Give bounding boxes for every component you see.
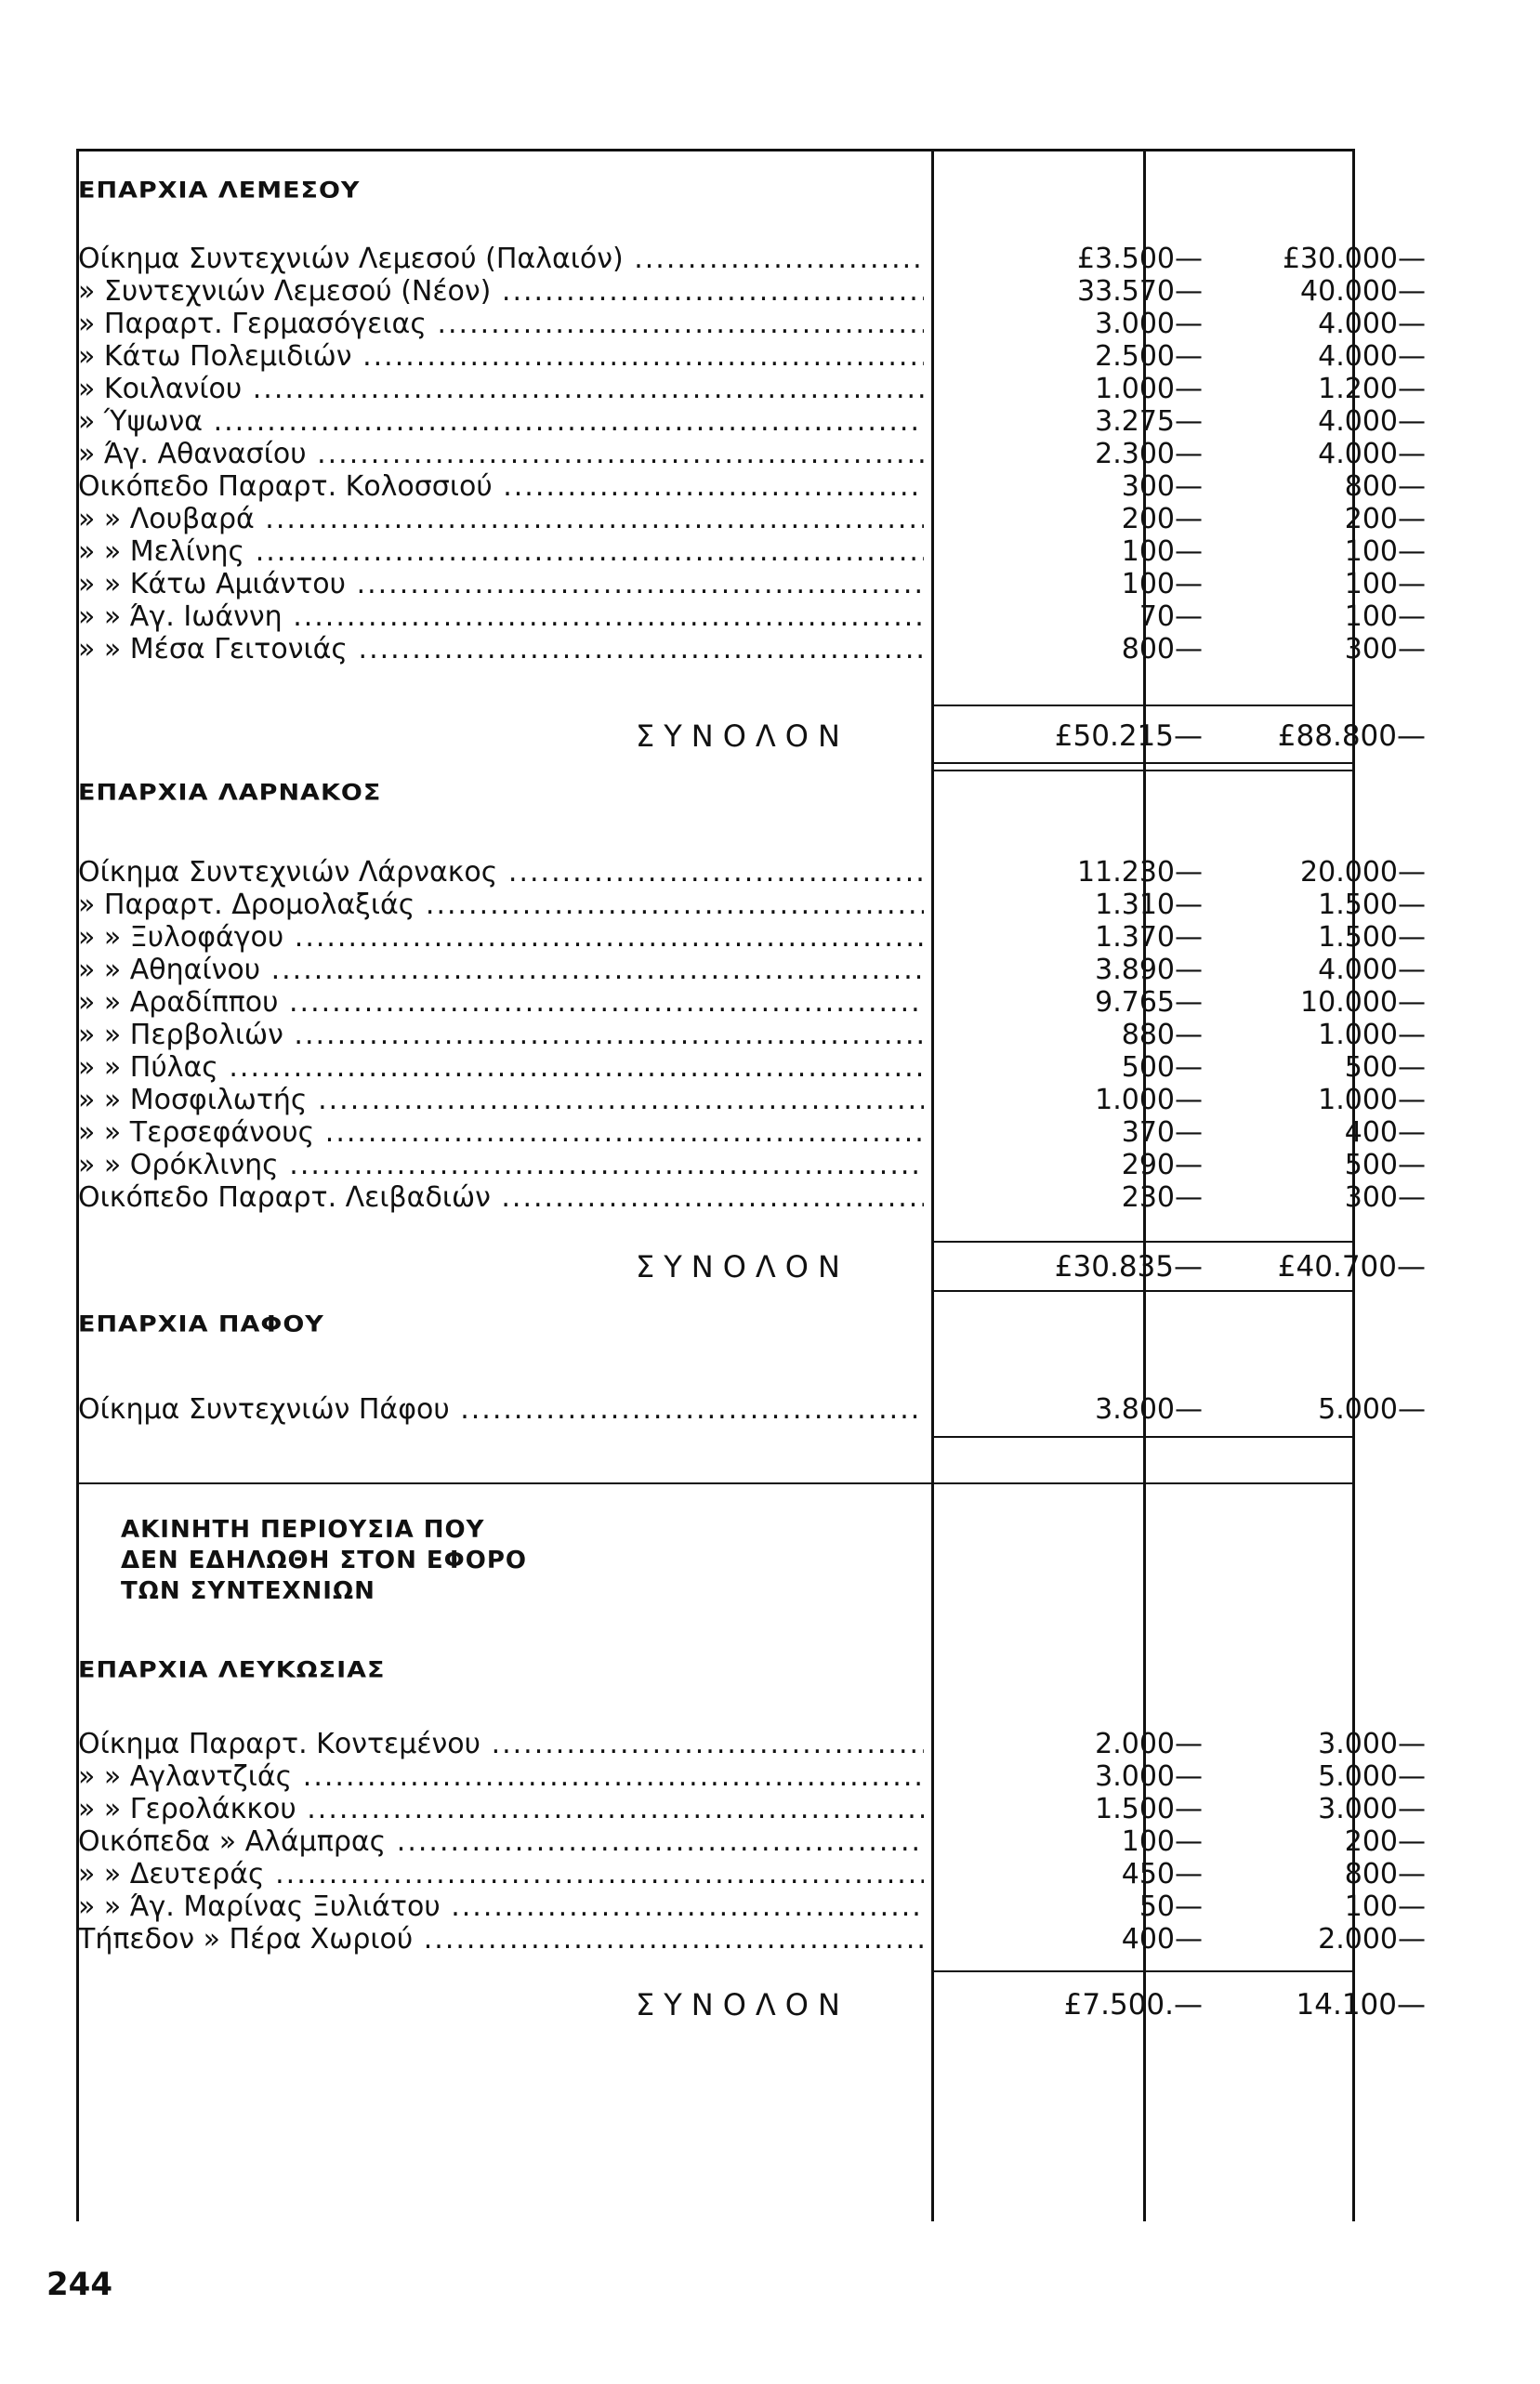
page-number: 244 (46, 2266, 112, 2303)
row-label: Τήπεδον » Πέρα Χωριού ..... (78, 1924, 924, 1956)
value-declared: 2.500— (1095, 340, 1203, 373)
row-label: » » Αθηαίνου ..... (78, 955, 924, 986)
total-rule-top (934, 705, 1352, 706)
value-estimated: 40.000— (1300, 275, 1426, 308)
table-row (78, 1793, 1426, 1825)
value-estimated: 5.000— (1318, 1393, 1426, 1426)
table-row (78, 1393, 1426, 1426)
table-row (78, 1149, 1426, 1181)
value-declared: 880— (1121, 1019, 1203, 1051)
value-estimated: 100— (1344, 535, 1426, 568)
row-label: » » Μελίνης ..... (78, 536, 924, 568)
value-declared: 290— (1121, 1149, 1203, 1181)
value-declared: 1.310— (1095, 889, 1203, 921)
table-row (78, 373, 1426, 405)
value-declared: 100— (1121, 1825, 1203, 1858)
value-estimated: 500— (1344, 1149, 1426, 1181)
row-label: » » Γερολάκκου ..... (78, 1794, 924, 1825)
value-estimated: 4.000— (1318, 308, 1426, 340)
table-row (78, 243, 1426, 275)
value-declared: 2.300— (1095, 438, 1203, 470)
value-declared: 3.000— (1095, 308, 1203, 340)
table-row (78, 308, 1426, 340)
value-estimated: 1.200— (1318, 373, 1426, 405)
row-label: » Παραρτ. Δρομολαξιάς ..... (78, 889, 924, 921)
value-declared: 450— (1121, 1858, 1203, 1890)
total-label: ΣΥΝΟΛΟΝ (636, 1249, 849, 1284)
row-label: Οίκημα Συντεχνιών Πάφου ..... (78, 1394, 924, 1426)
value-declared: 800— (1121, 633, 1203, 665)
section-separator (934, 1436, 1352, 1438)
total-row (78, 718, 1426, 755)
value-declared: 1.370— (1095, 921, 1203, 954)
total-label: ΣΥΝΟΛΟΝ (636, 1987, 849, 2022)
table-row (78, 921, 1426, 954)
value-estimated: 4.000— (1318, 340, 1426, 373)
value-estimated: 20.000— (1300, 856, 1426, 889)
row-label: » » Πύλας ..... (78, 1052, 924, 1084)
value-declared: 3.000— (1095, 1760, 1203, 1793)
value-estimated: 1.000— (1318, 1084, 1426, 1116)
value-estimated: 100— (1344, 600, 1426, 633)
section-title-larnakos: ΕΠΑΡΧΙΑ ΛΑΡΝΑΚΟΣ (78, 779, 382, 806)
row-label: » Κοιλανίου ..... (78, 374, 924, 405)
row-label: Οικόπεδα » Αλάμπρας ..... (78, 1826, 924, 1858)
total-estimated: £40.700— (1277, 1250, 1426, 1284)
value-estimated: 2.000— (1318, 1923, 1426, 1956)
value-estimated: 800— (1344, 470, 1426, 503)
table-row (78, 1728, 1426, 1760)
table-row (78, 1825, 1426, 1858)
row-label: » » Μοσφιλωτής ..... (78, 1085, 924, 1116)
value-declared: 400— (1121, 1923, 1203, 1956)
value-declared: 3.275— (1095, 405, 1203, 438)
total-rule-bottom-2 (934, 770, 1352, 771)
value-declared: 200— (1121, 503, 1203, 535)
section-title-pafou: ΕΠΑΡΧΙΑ ΠΑΦΟΥ (78, 1311, 324, 1337)
total-declared: £7.500.— (1063, 1988, 1203, 2022)
value-declared: 3.890— (1095, 954, 1203, 986)
value-declared: 300— (1121, 470, 1203, 503)
total-row (78, 1248, 1426, 1285)
full-separator (79, 1482, 1352, 1484)
table-row (78, 1051, 1426, 1084)
total-declared: £50.215— (1054, 719, 1203, 753)
row-label: » » Κάτω Αμιάντου ..... (78, 569, 924, 600)
value-declared: 50— (1139, 1890, 1203, 1923)
value-estimated: £30.000— (1282, 243, 1426, 275)
table-row (78, 1181, 1426, 1214)
table-row (78, 1923, 1426, 1956)
total-estimated: 14.100— (1296, 1988, 1426, 2022)
table-row (78, 600, 1426, 633)
value-declared: 3.800— (1095, 1393, 1203, 1426)
value-estimated: 100— (1344, 568, 1426, 600)
value-estimated: 5.000— (1318, 1760, 1426, 1793)
row-label: Οίκημα Συντεχνιών Λεμεσού (Παλαιόν) ..... (78, 244, 924, 275)
value-declared: 100— (1121, 568, 1203, 600)
value-declared: 100— (1121, 535, 1203, 568)
value-estimated: 4.000— (1318, 438, 1426, 470)
row-label: » Παραρτ. Γερμασόγειας ..... (78, 309, 924, 340)
row-label: Οικόπεδο Παραρτ. Κολοσσιού ..... (78, 471, 924, 503)
row-label: Οικόπεδο Παραρτ. Λειβαδιών ..... (78, 1182, 924, 1214)
total-declared: £30.835— (1054, 1250, 1203, 1284)
value-estimated: 200— (1344, 1825, 1426, 1858)
table-row (78, 535, 1426, 568)
value-declared: 500— (1121, 1051, 1203, 1084)
row-label: » » Αγλαντζιάς ..... (78, 1761, 924, 1793)
value-estimated: 300— (1344, 633, 1426, 665)
value-estimated: 4.000— (1318, 405, 1426, 438)
value-declared: 9.765— (1095, 986, 1203, 1019)
value-declared: 1.000— (1095, 1084, 1203, 1116)
value-estimated: 1.500— (1318, 921, 1426, 954)
row-label: » » Περβολιών ..... (78, 1020, 924, 1051)
value-estimated: 100— (1344, 1890, 1426, 1923)
value-declared: 370— (1121, 1116, 1203, 1149)
value-estimated: 500— (1344, 1051, 1426, 1084)
row-label: » » Άγ. Ιωάννη ..... (78, 601, 924, 633)
table-row (78, 954, 1426, 986)
value-declared: £3.500— (1077, 243, 1203, 275)
value-declared: 70— (1139, 600, 1203, 633)
table-row (78, 275, 1426, 308)
value-declared: 11.230— (1077, 856, 1203, 889)
table-row (78, 889, 1426, 921)
table-row (78, 470, 1426, 503)
value-estimated: 3.000— (1318, 1728, 1426, 1760)
table-row (78, 503, 1426, 535)
row-label: » » Τερσεφάνους ..... (78, 1117, 924, 1149)
row-label: » » Ορόκλινης ..... (78, 1150, 924, 1181)
table-row (78, 1019, 1426, 1051)
unreported-property-heading-1: ΑΚΙΝΗΤΗ ΠΕΡΙΟΥΣΙΑ ΠΟΥ (121, 1516, 485, 1544)
table-row (78, 340, 1426, 373)
table-row (78, 986, 1426, 1019)
total-rule-top (934, 1241, 1352, 1243)
value-declared: 33.570— (1077, 275, 1203, 308)
total-row (78, 1986, 1426, 2023)
value-declared: 1.500— (1095, 1793, 1203, 1825)
value-estimated: 4.000— (1318, 954, 1426, 986)
top-rule (76, 149, 1354, 151)
row-label: Οίκημα Συντεχνιών Λάρνακος ..... (78, 857, 924, 889)
value-declared: 1.000— (1095, 373, 1203, 405)
table-row (78, 1858, 1426, 1890)
table-row (78, 568, 1426, 600)
value-declared: 230— (1121, 1181, 1203, 1214)
value-estimated: 800— (1344, 1858, 1426, 1890)
table-row (78, 438, 1426, 470)
row-label: » Ύψωνα ..... (78, 406, 924, 438)
value-estimated: 10.000— (1300, 986, 1426, 1019)
row-label: » » Δευτεράς ..... (78, 1859, 924, 1890)
unreported-property-heading-3: ΤΩΝ ΣΥΝΤΕΧΝΙΩΝ (121, 1577, 375, 1605)
table-row (78, 1116, 1426, 1149)
row-label: » » Μέσα Γειτονιάς ..... (78, 634, 924, 665)
table-row (78, 1084, 1426, 1116)
row-label: » » Αραδίππου ..... (78, 987, 924, 1019)
table-row (78, 405, 1426, 438)
table-row (78, 633, 1426, 665)
table-row (78, 856, 1426, 889)
row-label: » Άγ. Αθανασίου ..... (78, 439, 924, 470)
section-title-lemesos: ΕΠΑΡΧΙΑ ΛΕΜΕΣΟΥ (78, 177, 361, 204)
total-rule-bottom (934, 1290, 1352, 1292)
value-estimated: 200— (1344, 503, 1426, 535)
row-label: » » Ξυλοφάγου ..... (78, 922, 924, 954)
value-estimated: 300— (1344, 1181, 1426, 1214)
total-estimated: £88.800— (1277, 719, 1426, 753)
table-row (78, 1760, 1426, 1793)
row-label: » » Λουβαρά ..... (78, 504, 924, 535)
value-estimated: 1.000— (1318, 1019, 1426, 1051)
table-row (78, 1890, 1426, 1923)
value-estimated: 1.500— (1318, 889, 1426, 921)
row-label: » Συντεχνιών Λεμεσού (Νέον) ..... (78, 276, 924, 308)
total-label: ΣΥΝΟΛΟΝ (636, 718, 849, 754)
row-label: » » Άγ. Μαρίνας Ξυλιάτου ..... (78, 1891, 924, 1923)
unreported-property-heading-2: ΔΕΝ ΕΔΗΛΩΘΗ ΣΤΟΝ ΕΦΟΡΟ (121, 1547, 528, 1574)
section-title-lefkosias: ΕΠΑΡΧΙΑ ΛΕΥΚΩΣΙΑΣ (78, 1656, 386, 1683)
total-rule-top (934, 1970, 1352, 1972)
value-declared: 2.000— (1095, 1728, 1203, 1760)
total-rule-bottom (934, 762, 1352, 764)
value-estimated: 3.000— (1318, 1793, 1426, 1825)
value-estimated: 400— (1344, 1116, 1426, 1149)
row-label: Οίκημα Παραρτ. Κοντεμένου ..... (78, 1729, 924, 1760)
row-label: » Κάτω Πολεμιδιών ..... (78, 341, 924, 373)
